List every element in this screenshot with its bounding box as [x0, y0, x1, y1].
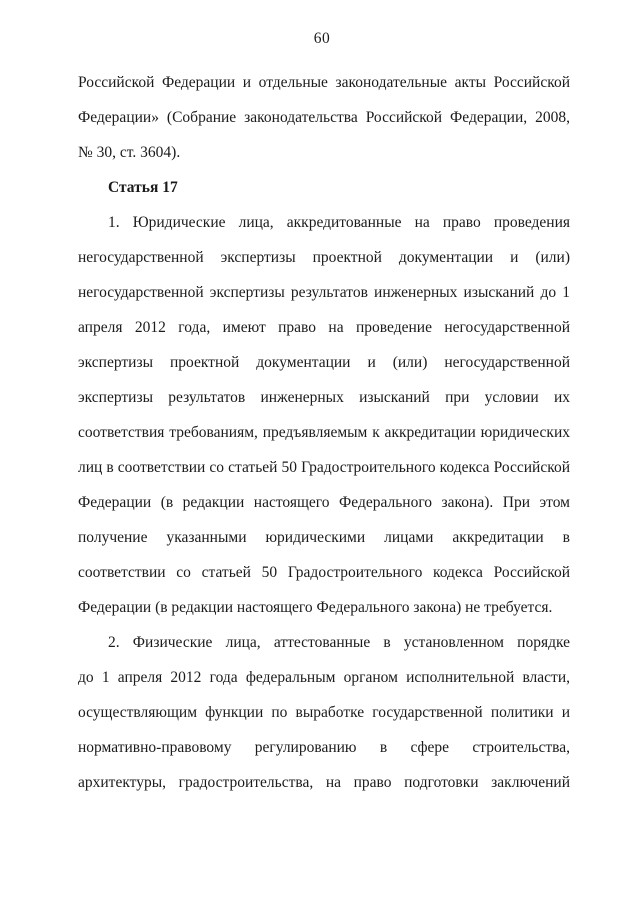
text-line: соответствия требованиям, предъявляемым к аккредитации юридических: [78, 424, 570, 441]
document-body: [78, 65, 570, 800]
text-line: Федерации» (Собрание законодательства Российской Федерации, 2008,: [78, 109, 570, 126]
page-number: 60: [313, 30, 331, 47]
text-line: № 30, ст. 3604).: [78, 144, 181, 161]
text-line: соответствии со статьей 50 Градостроительного кодекса Российской: [78, 564, 570, 581]
text-line: архитектуры, градостроительства, на право подготовки заключений: [78, 774, 570, 791]
text-line: Федерации (в редакции настоящего Федерального закона) не требуется.: [78, 599, 553, 616]
text-line: экспертизы проектной документации и (или) негосударственной: [78, 354, 570, 371]
text-line: лиц в соответствии со статьей 50 Градостроительного кодекса Российской: [78, 459, 570, 476]
text-line: нормативно-правовому регулированию в сфере строительства,: [78, 739, 570, 756]
text-line: апреля 2012 года, имеют право на проведение негосударственной: [78, 319, 570, 336]
text-line: Российской Федерации и отдельные законодательные акты Российской: [78, 74, 570, 91]
text-line: экспертизы результатов инженерных изысканий при условии их: [78, 389, 570, 406]
text-line: Федерации (в редакции настоящего Федерального закона). При этом: [78, 494, 570, 511]
article-heading: Статья 17: [108, 179, 178, 196]
text-line: до 1 апреля 2012 года федеральным органом исполнительной власти,: [78, 669, 570, 686]
text-line: негосударственной экспертизы результатов инженерных изысканий до 1: [78, 284, 570, 301]
text-line: получение указанными юридическими лицами аккредитации в: [78, 529, 570, 546]
text-line: 1. Юридические лица, аккредитованные на право проведения: [108, 214, 570, 231]
text-line: 2. Физические лица, аттестованные в установленном порядке: [108, 634, 570, 651]
text-line: негосударственной экспертизы проектной документации и (или): [78, 249, 570, 266]
text-line: осуществляющим функции по выработке государственной политики и: [78, 704, 570, 721]
